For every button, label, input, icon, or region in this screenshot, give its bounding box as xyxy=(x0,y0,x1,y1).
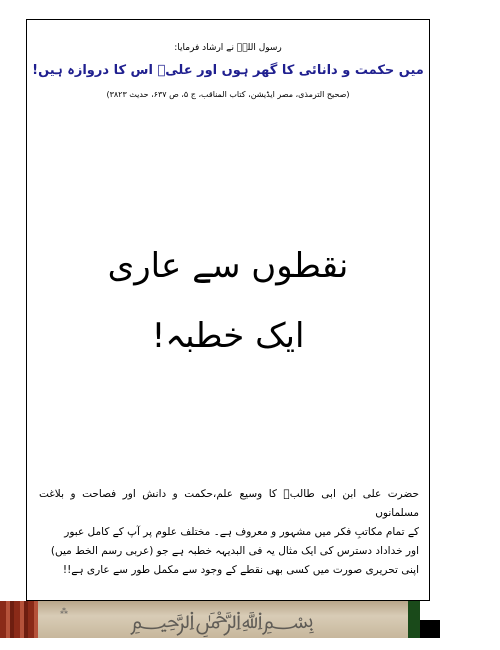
body-paragraph xyxy=(39,485,419,580)
cover-small-label: ⁂ xyxy=(60,607,68,616)
page-title-line-1: نقطوں سے عاری xyxy=(107,246,349,286)
brick-pattern xyxy=(0,601,38,638)
hadith-reference: (صحیح الترمذی، مصر ایڈیشن، کتاب المناقب، ج ۵، ص ۶۳۷، حدیث ۳۸۲۳) xyxy=(106,90,350,99)
body-line: اور خداداد دسترس کی ایک مثال یہ فی البدیہہ خطبہ ہے جو (عربی رسم الخط میں) xyxy=(50,545,419,557)
scan-shadow xyxy=(420,620,440,638)
hadith-text: میں حکمت و دانائی کا گھر ہوں اور علیؑ اس کا دروازہ ہیں! xyxy=(32,63,424,78)
cover-calligraphy-image: ﷽ xyxy=(130,606,315,634)
book-cover-strip xyxy=(0,601,420,638)
body-line: اپنی تحریری صورت میں کسی بھی نقطے کے وجود سے مکمل طور سے عاری ہے!! xyxy=(62,564,419,576)
document-page xyxy=(26,19,430,601)
body-line: حضرت علی ابن ابی طالبؑ کا وسیع علم،حکمت و دانش اور فصاحت و بلاغت مسلمانوں xyxy=(39,488,419,519)
body-line: کے تمام مکاتبِ فکر میں مشہور و معروف ہے۔ مختلف علوم پر آپ کے کامل عبور xyxy=(64,526,419,538)
cover-edge xyxy=(408,601,420,638)
hadith-intro: رسول اللہؐ نے ارشاد فرمایا: xyxy=(174,43,282,53)
page-title-line-2: ایک خطبہ! xyxy=(151,316,305,356)
